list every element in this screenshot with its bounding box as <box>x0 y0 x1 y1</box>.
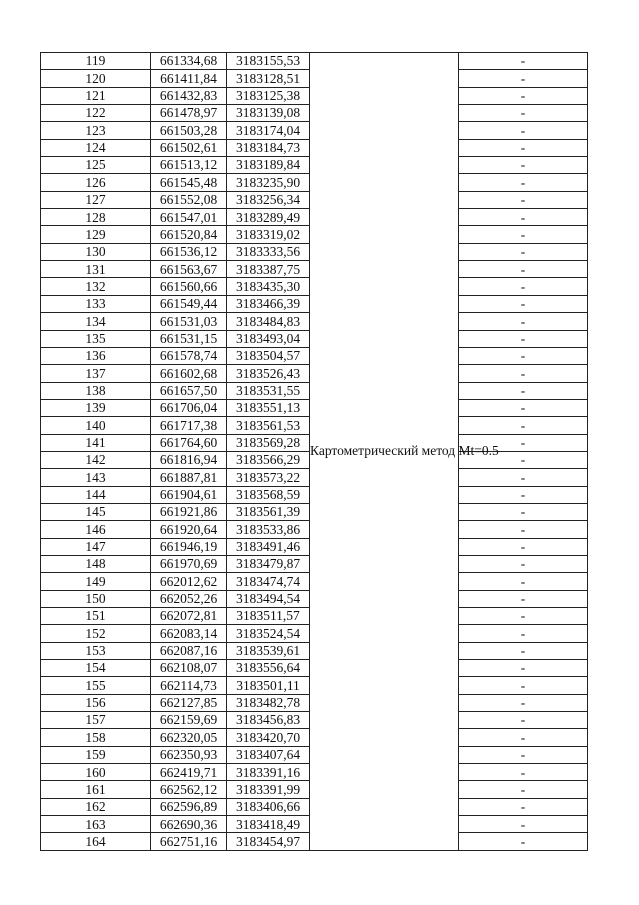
point-number-cell: 159 <box>41 746 151 763</box>
accuracy-cell: - <box>459 330 588 347</box>
point-number-cell: 136 <box>41 347 151 364</box>
y-coordinate-cell: 3183484,83 <box>227 313 310 330</box>
y-coordinate-cell: 3183561,53 <box>227 417 310 434</box>
y-coordinate-cell: 3183333,56 <box>227 243 310 260</box>
accuracy-cell: - <box>459 157 588 174</box>
x-coordinate-cell: 661531,03 <box>151 313 227 330</box>
accuracy-cell: - <box>459 625 588 642</box>
point-number-cell: 164 <box>41 833 151 850</box>
accuracy-cell: - <box>459 243 588 260</box>
y-coordinate-cell: 3183174,04 <box>227 122 310 139</box>
point-number-cell: 146 <box>41 521 151 538</box>
point-number-cell: 150 <box>41 590 151 607</box>
x-coordinate-cell: 661887,81 <box>151 469 227 486</box>
y-coordinate-cell: 3183539,61 <box>227 642 310 659</box>
point-number-cell: 128 <box>41 209 151 226</box>
accuracy-cell: - <box>459 677 588 694</box>
x-coordinate-cell: 661578,74 <box>151 347 227 364</box>
x-coordinate-cell: 661334,68 <box>151 53 227 70</box>
point-number-cell: 119 <box>41 53 151 70</box>
y-coordinate-cell: 3183466,39 <box>227 295 310 312</box>
accuracy-cell: - <box>459 486 588 503</box>
point-number-cell: 124 <box>41 139 151 156</box>
point-number-cell: 123 <box>41 122 151 139</box>
x-coordinate-cell: 661513,12 <box>151 157 227 174</box>
x-coordinate-cell: 661536,12 <box>151 243 227 260</box>
y-coordinate-cell: 3183235,90 <box>227 174 310 191</box>
accuracy-cell: - <box>459 382 588 399</box>
y-coordinate-cell: 3183479,87 <box>227 555 310 572</box>
accuracy-cell: - <box>459 469 588 486</box>
x-coordinate-cell: 662320,05 <box>151 729 227 746</box>
point-number-cell: 135 <box>41 330 151 347</box>
accuracy-cell: - <box>459 694 588 711</box>
x-coordinate-cell: 662108,07 <box>151 660 227 677</box>
accuracy-cell: - <box>459 313 588 330</box>
y-coordinate-cell: 3183504,57 <box>227 347 310 364</box>
y-coordinate-cell: 3183456,83 <box>227 712 310 729</box>
x-coordinate-cell: 662562,12 <box>151 781 227 798</box>
y-coordinate-cell: 3183420,70 <box>227 729 310 746</box>
point-number-cell: 127 <box>41 191 151 208</box>
x-coordinate-cell: 661545,48 <box>151 174 227 191</box>
point-number-cell: 122 <box>41 105 151 122</box>
point-number-cell: 131 <box>41 261 151 278</box>
point-number-cell: 153 <box>41 642 151 659</box>
accuracy-cell: - <box>459 781 588 798</box>
x-coordinate-cell: 661547,01 <box>151 209 227 226</box>
y-coordinate-cell: 3183139,08 <box>227 105 310 122</box>
y-coordinate-cell: 3183511,57 <box>227 608 310 625</box>
coordinates-table <box>40 52 588 851</box>
accuracy-cell: - <box>459 573 588 590</box>
accuracy-cell: - <box>459 521 588 538</box>
x-coordinate-cell: 662087,16 <box>151 642 227 659</box>
point-number-cell: 147 <box>41 538 151 555</box>
y-coordinate-cell: 3183561,39 <box>227 503 310 520</box>
y-coordinate-cell: 3183454,97 <box>227 833 310 850</box>
accuracy-cell: - <box>459 729 588 746</box>
table-row <box>41 53 588 70</box>
point-number-cell: 143 <box>41 469 151 486</box>
point-number-cell: 134 <box>41 313 151 330</box>
accuracy-cell: - <box>459 399 588 416</box>
y-coordinate-cell: 3183482,78 <box>227 694 310 711</box>
x-coordinate-cell: 661560,66 <box>151 278 227 295</box>
y-coordinate-cell: 3183491,46 <box>227 538 310 555</box>
y-coordinate-cell: 3183556,64 <box>227 660 310 677</box>
point-number-cell: 162 <box>41 798 151 815</box>
x-coordinate-cell: 661602,68 <box>151 365 227 382</box>
point-number-cell: 141 <box>41 434 151 451</box>
point-number-cell: 121 <box>41 87 151 104</box>
x-coordinate-cell: 661432,83 <box>151 87 227 104</box>
x-coordinate-cell: 662052,26 <box>151 590 227 607</box>
accuracy-cell: - <box>459 642 588 659</box>
point-number-cell: 133 <box>41 295 151 312</box>
x-coordinate-cell: 661502,61 <box>151 139 227 156</box>
accuracy-cell: - <box>459 608 588 625</box>
y-coordinate-cell: 3183319,02 <box>227 226 310 243</box>
y-coordinate-cell: 3183391,16 <box>227 764 310 781</box>
y-coordinate-cell: 3183128,51 <box>227 70 310 87</box>
x-coordinate-cell: 662114,73 <box>151 677 227 694</box>
point-number-cell: 139 <box>41 399 151 416</box>
accuracy-cell: - <box>459 451 588 468</box>
y-coordinate-cell: 3183501,11 <box>227 677 310 694</box>
point-number-cell: 140 <box>41 417 151 434</box>
y-coordinate-cell: 3183184,73 <box>227 139 310 156</box>
accuracy-cell: - <box>459 746 588 763</box>
point-number-cell: 126 <box>41 174 151 191</box>
y-coordinate-cell: 3183524,54 <box>227 625 310 642</box>
y-coordinate-cell: 3183289,49 <box>227 209 310 226</box>
x-coordinate-cell: 661816,94 <box>151 451 227 468</box>
point-number-cell: 156 <box>41 694 151 711</box>
x-coordinate-cell: 661920,64 <box>151 521 227 538</box>
accuracy-cell: - <box>459 70 588 87</box>
accuracy-cell: - <box>459 712 588 729</box>
y-coordinate-cell: 3183407,64 <box>227 746 310 763</box>
point-number-cell: 145 <box>41 503 151 520</box>
y-coordinate-cell: 3183573,22 <box>227 469 310 486</box>
x-coordinate-cell: 661549,44 <box>151 295 227 312</box>
point-number-cell: 149 <box>41 573 151 590</box>
point-number-cell: 152 <box>41 625 151 642</box>
accuracy-cell: - <box>459 278 588 295</box>
x-coordinate-cell: 662083,14 <box>151 625 227 642</box>
point-number-cell: 132 <box>41 278 151 295</box>
x-coordinate-cell: 661411,84 <box>151 70 227 87</box>
accuracy-cell: - <box>459 816 588 833</box>
accuracy-cell: - <box>459 295 588 312</box>
accuracy-cell: - <box>459 87 588 104</box>
x-coordinate-cell: 661520,84 <box>151 226 227 243</box>
accuracy-cell: - <box>459 122 588 139</box>
point-number-cell: 163 <box>41 816 151 833</box>
x-coordinate-cell: 661717,38 <box>151 417 227 434</box>
accuracy-cell: - <box>459 53 588 70</box>
y-coordinate-cell: 3183526,43 <box>227 365 310 382</box>
y-coordinate-cell: 3183566,29 <box>227 451 310 468</box>
coordinates-table-body <box>41 53 588 851</box>
y-coordinate-cell: 3183531,55 <box>227 382 310 399</box>
x-coordinate-cell: 661764,60 <box>151 434 227 451</box>
y-coordinate-cell: 3183551,13 <box>227 399 310 416</box>
accuracy-cell: - <box>459 833 588 850</box>
y-coordinate-cell: 3183493,04 <box>227 330 310 347</box>
point-number-cell: 158 <box>41 729 151 746</box>
y-coordinate-cell: 3183569,28 <box>227 434 310 451</box>
point-number-cell: 138 <box>41 382 151 399</box>
accuracy-cell: - <box>459 538 588 555</box>
accuracy-cell: - <box>459 555 588 572</box>
point-number-cell: 125 <box>41 157 151 174</box>
point-number-cell: 144 <box>41 486 151 503</box>
y-coordinate-cell: 3183494,54 <box>227 590 310 607</box>
method-cell: Картометрический метод Mt=0.5 <box>310 53 459 851</box>
accuracy-cell: - <box>459 209 588 226</box>
x-coordinate-cell: 662596,89 <box>151 798 227 815</box>
accuracy-cell: - <box>459 226 588 243</box>
x-coordinate-cell: 661503,28 <box>151 122 227 139</box>
x-coordinate-cell: 662751,16 <box>151 833 227 850</box>
x-coordinate-cell: 662159,69 <box>151 712 227 729</box>
x-coordinate-cell: 661904,61 <box>151 486 227 503</box>
point-number-cell: 130 <box>41 243 151 260</box>
x-coordinate-cell: 661478,97 <box>151 105 227 122</box>
x-coordinate-cell: 662127,85 <box>151 694 227 711</box>
accuracy-cell: - <box>459 261 588 278</box>
point-number-cell: 157 <box>41 712 151 729</box>
x-coordinate-cell: 661657,50 <box>151 382 227 399</box>
accuracy-cell: - <box>459 417 588 434</box>
point-number-cell: 151 <box>41 608 151 625</box>
y-coordinate-cell: 3183391,99 <box>227 781 310 798</box>
x-coordinate-cell: 661552,08 <box>151 191 227 208</box>
x-coordinate-cell: 661563,67 <box>151 261 227 278</box>
accuracy-cell: - <box>459 174 588 191</box>
x-coordinate-cell: 662419,71 <box>151 764 227 781</box>
x-coordinate-cell: 661970,69 <box>151 555 227 572</box>
y-coordinate-cell: 3183256,34 <box>227 191 310 208</box>
point-number-cell: 154 <box>41 660 151 677</box>
accuracy-cell: - <box>459 139 588 156</box>
y-coordinate-cell: 3183155,53 <box>227 53 310 70</box>
accuracy-cell: - <box>459 105 588 122</box>
accuracy-cell: - <box>459 434 588 451</box>
point-number-cell: 161 <box>41 781 151 798</box>
point-number-cell: 137 <box>41 365 151 382</box>
x-coordinate-cell: 662072,81 <box>151 608 227 625</box>
accuracy-cell: - <box>459 347 588 364</box>
x-coordinate-cell: 662690,36 <box>151 816 227 833</box>
point-number-cell: 142 <box>41 451 151 468</box>
y-coordinate-cell: 3183189,84 <box>227 157 310 174</box>
point-number-cell: 148 <box>41 555 151 572</box>
point-number-cell: 160 <box>41 764 151 781</box>
accuracy-cell: - <box>459 660 588 677</box>
x-coordinate-cell: 661531,15 <box>151 330 227 347</box>
y-coordinate-cell: 3183435,30 <box>227 278 310 295</box>
accuracy-cell: - <box>459 798 588 815</box>
accuracy-cell: - <box>459 764 588 781</box>
accuracy-cell: - <box>459 191 588 208</box>
x-coordinate-cell: 661946,19 <box>151 538 227 555</box>
y-coordinate-cell: 3183474,74 <box>227 573 310 590</box>
y-coordinate-cell: 3183568,59 <box>227 486 310 503</box>
y-coordinate-cell: 3183387,75 <box>227 261 310 278</box>
y-coordinate-cell: 3183533,86 <box>227 521 310 538</box>
accuracy-cell: - <box>459 590 588 607</box>
point-number-cell: 129 <box>41 226 151 243</box>
x-coordinate-cell: 661921,86 <box>151 503 227 520</box>
x-coordinate-cell: 662012,62 <box>151 573 227 590</box>
accuracy-cell: - <box>459 365 588 382</box>
point-number-cell: 120 <box>41 70 151 87</box>
point-number-cell: 155 <box>41 677 151 694</box>
x-coordinate-cell: 662350,93 <box>151 746 227 763</box>
y-coordinate-cell: 3183406,66 <box>227 798 310 815</box>
accuracy-cell: - <box>459 503 588 520</box>
x-coordinate-cell: 661706,04 <box>151 399 227 416</box>
y-coordinate-cell: 3183125,38 <box>227 87 310 104</box>
y-coordinate-cell: 3183418,49 <box>227 816 310 833</box>
